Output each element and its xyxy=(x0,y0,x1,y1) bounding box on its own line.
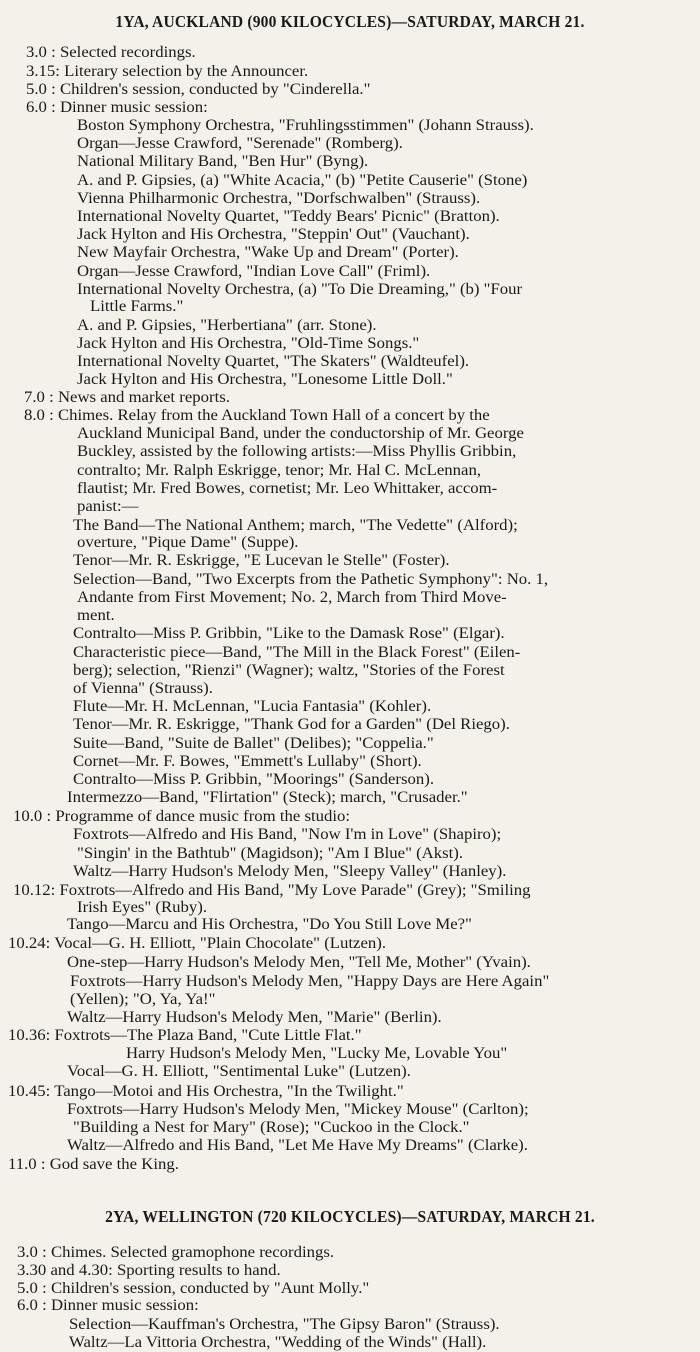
programme-line-text: Boston Symphony Orchestra, "Fruhlingsstimmen" (Johann Strauss). xyxy=(77,117,534,134)
programme-line xyxy=(26,44,196,62)
programme-line xyxy=(73,680,213,698)
programme-line xyxy=(73,644,521,662)
programme-line xyxy=(17,1244,335,1262)
programme-line-text: Auckland Municipal Band, under the conductorship of Mr. George xyxy=(77,425,524,442)
programme-line-text: A. and P. Gipsies, (a) "White Acacia," (b) "Petite Causerie" (Stone) xyxy=(77,172,528,189)
programme-line xyxy=(67,789,468,807)
programme-line xyxy=(8,1027,362,1045)
programme-line xyxy=(70,973,550,991)
programme-line-text: 10.45: Tango—Motoi and His Orchestra, "In the Twilight." xyxy=(8,1083,404,1100)
programme-line xyxy=(73,1119,470,1137)
programme-line xyxy=(17,1280,370,1298)
programme-line-text: Andante from First Movement; No. 2, March from Third Move- xyxy=(77,589,507,606)
programme-line-text: 6.0 : Dinner music session: xyxy=(17,1297,199,1314)
programme-line-text: Waltz—La Vittoria Orchestra, "Wedding of the Winds" (Hall). xyxy=(69,1334,487,1351)
programme-line-text: One-step—Harry Hudson's Melody Men, "Tell Me, Mother" (Yvain). xyxy=(67,954,531,971)
programme-line-text: 10.0 : Programme of dance music from the studio: xyxy=(13,808,351,825)
programme-line xyxy=(69,1316,500,1334)
programme-line-text: Flute—Mr. H. McLennan, "Lucia Fantasia" (Kohler). xyxy=(73,698,432,715)
programme-line-text: Organ—Jesse Crawford, "Indian Love Call" (Friml). xyxy=(77,263,431,280)
programme-line xyxy=(73,753,422,771)
programme-line xyxy=(67,954,531,972)
programme-line-text: 3.0 : Selected recordings. xyxy=(26,44,196,61)
programme-line-text: Selection—Band, "Two Excerpts from the Pathetic Symphony": No. 1, xyxy=(73,571,549,588)
programme-line-text: "Singin' in the Bathtub" (Magidson); "Am I Blue" (Akst). xyxy=(77,845,464,862)
programme-line-text: Little Farms." xyxy=(90,298,184,315)
programme-line xyxy=(126,1045,508,1063)
programme-line-text: contralto; Mr. Ralph Eskrigge, tenor; Mr. Hal C. McLennan, xyxy=(77,462,482,479)
programme-line-text: Tenor—Mr. R. Eskrigge, "E Lucevan le Stelle" (Foster). xyxy=(73,552,450,569)
programme-line xyxy=(17,1262,281,1280)
programme-line-text: Tango—Marcu and His Orchestra, "Do You Still Love Me?" xyxy=(67,916,472,933)
programme-line xyxy=(73,716,510,734)
programme-line xyxy=(77,335,420,353)
programme-line xyxy=(26,99,208,117)
programme-line xyxy=(17,1297,199,1315)
programme-line-text: A. and P. Gipsies, "Herbertiana" (arr. Stone). xyxy=(77,317,377,334)
programme-line-text: 11.0 : God save the King. xyxy=(8,1156,179,1173)
programme-line-text: Foxtrots—Harry Hudson's Melody Men, "Happy Days are Here Again" xyxy=(70,973,550,990)
programme-line xyxy=(13,808,351,826)
programme-line-text: 10.36: Foxtrots—The Plaza Band, "Cute Little Flat." xyxy=(8,1027,362,1044)
programme-line xyxy=(73,552,450,570)
programme-line xyxy=(77,135,403,153)
programme-line xyxy=(67,1063,411,1081)
programme-line-text: 10.12: Foxtrots—Alfredo and His Band, "My Love Parade" (Grey); "Smiling xyxy=(13,882,531,899)
programme-line-text: Tenor—Mr. R. Eskrigge, "Thank God for a Garden" (Del Riego). xyxy=(73,716,510,733)
programme-line xyxy=(77,534,299,552)
programme-line-text: flautist; Mr. Fred Bowes, cornetist; Mr. Leo Whittaker, accom- xyxy=(77,480,498,497)
programme-line-text: 3.15: Literary selection by the Announcer. xyxy=(26,63,309,80)
programme-line-text: (Yellen); "O, Ya, Ya!" xyxy=(70,991,216,1008)
programme-line-text: 3.30 and 4.30: Sporting results to hand. xyxy=(17,1262,281,1279)
programme-line-text: Foxtrots—Alfredo and His Band, "Now I'm in Love" (Shapiro); xyxy=(73,826,502,843)
programme-line-text: Jack Hylton and His Orchestra, "Old-Time Songs." xyxy=(77,335,420,352)
programme-line-text: 6.0 : Dinner music session: xyxy=(26,99,208,116)
programme-line-text: 5.0 : Children's session, conducted by "Cinderella." xyxy=(26,81,371,98)
programme-line-text: Waltz—Harry Hudson's Melody Men, "Sleepy Valley" (Hanley). xyxy=(73,863,507,880)
programme-line xyxy=(67,916,472,934)
programme-line-text: Organ—Jesse Crawford, "Serenade" (Romberg). xyxy=(77,135,403,152)
programme-line-text: Contralto—Miss P. Gribbin, "Moorings" (Sanderson). xyxy=(73,771,435,788)
programme-line-text: Waltz—Alfredo and His Band, "Let Me Have My Dreams" (Clarke). xyxy=(67,1137,528,1154)
programme-line xyxy=(77,153,369,171)
programme-line xyxy=(67,1009,442,1027)
programme-line-text: 5.0 : Children's session, conducted by "Aunt Molly." xyxy=(17,1280,370,1297)
programme-line xyxy=(67,1101,529,1119)
programme-line xyxy=(73,517,518,535)
programme-line xyxy=(77,371,453,389)
programme-line-text: Harry Hudson's Melody Men, "Lucky Me, Lovable You" xyxy=(126,1045,508,1062)
programme-line-text: Contralto—Miss P. Gribbin, "Like to the Damask Rose" (Elgar). xyxy=(73,625,505,642)
programme-line xyxy=(73,625,505,643)
programme-line-text: 7.0 : News and market reports. xyxy=(24,389,230,406)
programme-line xyxy=(77,589,507,607)
programme-line xyxy=(73,826,502,844)
programme-line xyxy=(77,190,481,208)
programme-line-text: Irish Eyes" (Ruby). xyxy=(77,899,208,916)
programme-line-text: Vienna Philharmonic Orchestra, "Dorfschwalben" (Strauss). xyxy=(77,190,481,207)
programme-line-text: Vocal—G. H. Elliott, "Sentimental Luke" (Lutzen). xyxy=(67,1063,411,1080)
programme-line-text: 8.0 : Chimes. Relay from the Auckland Town Hall of a concert by the xyxy=(24,407,490,424)
programme-line xyxy=(26,81,371,99)
programme-line-text: Cornet—Mr. F. Bowes, "Emmett's Lullaby" (Short). xyxy=(73,753,422,770)
programme-line-text: Characteristic piece—Band, "The Mill in the Black Forest" (Eilen- xyxy=(73,644,521,661)
programme-line xyxy=(77,208,500,226)
programme-line-text: New Mayfair Orchestra, "Wake Up and Dream" (Porter). xyxy=(77,244,459,261)
programme-line xyxy=(8,1156,179,1174)
programme-line xyxy=(8,935,387,953)
programme-line xyxy=(77,845,464,863)
programme-line xyxy=(77,263,431,281)
programme-line-text: 10.24: Vocal—G. H. Elliott, "Plain Chocolate" (Lutzen). xyxy=(8,935,387,952)
programme-line xyxy=(70,991,216,1009)
programme-line xyxy=(77,281,523,299)
programme-line-text: International Novelty Orchestra, (a) "To Die Dreaming," (b) "Four xyxy=(77,281,523,298)
programme-line-text: International Novelty Quartet, "Teddy Bears' Picnic" (Bratton). xyxy=(77,208,500,225)
programme-line-text: berg); selection, "Rienzi" (Wagner); waltz, "Stories of the Forest xyxy=(73,662,505,679)
programme-line-text: National Military Band, "Ben Hur" (Byng). xyxy=(77,153,369,170)
programme-line xyxy=(67,1137,528,1155)
programme-line xyxy=(77,443,517,461)
programme-line-text: Selection—Kauffman's Orchestra, "The Gipsy Baron" (Strauss). xyxy=(69,1316,500,1333)
programme-line xyxy=(73,771,435,789)
programme-line-text: Intermezzo—Band, "Flirtation" (Steck); march, "Crusader." xyxy=(67,789,468,806)
programme-line xyxy=(77,244,459,262)
programme-line-text: overture, "Pique Dame" (Suppe). xyxy=(77,534,299,551)
programme-line xyxy=(77,353,470,371)
programme-line xyxy=(77,899,208,917)
programme-line xyxy=(73,735,434,753)
programme-line xyxy=(26,63,309,81)
programme-line-text: "Building a Nest for Mary" (Rose); "Cuckoo in the Clock." xyxy=(73,1119,470,1136)
programme-line-text: The Band—The National Anthem; march, "The Vedette" (Alford); xyxy=(73,517,518,534)
programme-line xyxy=(69,1334,487,1352)
programme-line xyxy=(77,607,115,625)
programme-line-text: Waltz—Harry Hudson's Melody Men, "Marie" (Berlin). xyxy=(67,1009,442,1026)
programme-line xyxy=(90,298,184,316)
programme-line-text: Foxtrots—Harry Hudson's Melody Men, "Mickey Mouse" (Carlton); xyxy=(67,1101,529,1118)
programme-line xyxy=(77,172,528,190)
programme-line-text: of Vienna" (Strauss). xyxy=(73,680,213,697)
programme-line xyxy=(13,882,531,900)
programme-line xyxy=(77,117,534,135)
programme-line xyxy=(77,317,377,335)
programme-line xyxy=(77,425,524,443)
programme-line-text: ment. xyxy=(77,607,115,624)
programme-line-text: International Novelty Quartet, "The Skaters" (Waldteufel). xyxy=(77,353,470,370)
programme-line-text: Suite—Band, "Suite de Ballet" (Delibes); "Coppelia." xyxy=(73,735,434,752)
programme-line xyxy=(73,571,549,589)
programme-line-text: Jack Hylton and His Orchestra, "Lonesome Little Doll." xyxy=(77,371,453,388)
programme-line xyxy=(24,407,490,425)
programme-line-text: Jack Hylton and His Orchestra, "Steppin' Out" (Vauchant). xyxy=(77,226,470,243)
programme-line-text: panist:— xyxy=(77,498,139,515)
programme-line-text: Buckley, assisted by the following artists:—Miss Phyllis Gribbin, xyxy=(77,443,517,460)
programme-line xyxy=(77,498,139,516)
station-heading-1ya: 1YA, AUCKLAND (900 KILOCYCLES)—SATURDAY, MARCH 21. xyxy=(115,12,585,31)
programme-line xyxy=(8,1083,404,1101)
programme-line xyxy=(24,389,230,407)
programme-line xyxy=(73,698,432,716)
programme-line xyxy=(77,480,498,498)
programme-line-text: 3.0 : Chimes. Selected gramophone recordings. xyxy=(17,1244,335,1261)
programme-line xyxy=(77,462,482,480)
programme-line xyxy=(73,863,507,881)
station-heading-2ya: 2YA, WELLINGTON (720 KILOCYCLES)—SATURDAY, MARCH 21. xyxy=(105,1207,595,1226)
programme-line xyxy=(73,662,505,680)
programme-line xyxy=(77,226,470,244)
